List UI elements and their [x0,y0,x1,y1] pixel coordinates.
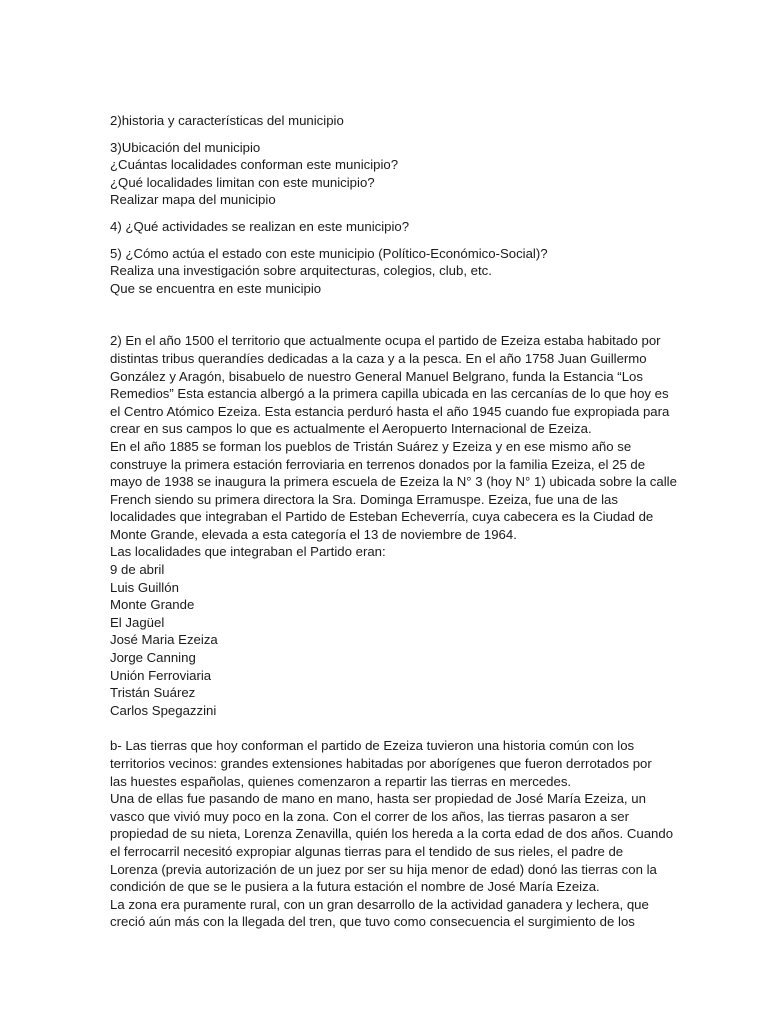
answer-b-line: propiedad de su nieta, Lorenza Zenavilla, quién los hereda a la corta edad de dos años. Cuando [110,826,674,842]
answer-2-line: Remedios” Esta estancia albergó a la primera capilla ubicada en las cercanías de lo que hoy es [110,386,669,402]
locality-item: Tristán Suárez [110,685,196,701]
locality-item: Luis Guillón [110,579,179,595]
answer-2-line: González y Aragón, bisabuelo de nuestro General Manuel Belgrano, funda la Estancia “Los [110,368,643,384]
question-2 [110,112,670,130]
answer-b [110,737,674,931]
answer-2-line: localidades que integraban el Partido de Esteban Echeverría, cuya cabecera es la Ciudad de [110,509,654,525]
question-3 [110,139,670,209]
question-3-line: ¿Cuántas localidades conforman este municipio? [110,157,399,173]
answer-2-line: En el año 1885 se forman los pueblos de Tristán Suárez y Ezeiza y en ese mismo año se [110,438,632,454]
answer-b-line: las huestes españolas, quienes comenzaron a repartir las tierras en mercedes. [110,773,572,789]
answer-2 [110,332,677,719]
locality-item: Carlos Spegazzini [110,702,217,718]
question-3-line: 3)Ubicación del municipio [110,139,261,155]
locality-item: 9 de abril [110,562,165,578]
locality-item: José Maria Ezeiza [110,632,218,648]
answer-2-line: French siendo su primera directora la Sra. Dominga Erramuspe. Ezeiza, fue una de las [110,491,618,507]
locality-item: Jorge Canning [110,650,196,666]
locality-item: Monte Grande [110,597,195,613]
answer-2-line: 2) En el año 1500 el territorio que actualmente ocupa el partido de Ezeiza estaba habitado por [110,333,661,349]
answer-2-line: crear en sus campos lo que es actualmente el Aeropuerto Internacional de Ezeiza. [110,421,592,437]
question-5 [110,245,670,298]
answer-2-line: Monte Grande, elevada a esta categoría el 13 de noviembre de 1964. [110,526,517,542]
locality-item: El Jagüel [110,614,165,630]
answer-b-line: b- Las tierras que hoy conforman el partido de Ezeiza tuvieron una historia común con los [110,738,635,754]
answer-2-line: construye la primera estación ferroviaria en terrenos donados por la familia Ezeiza, el 25 de [110,456,646,472]
answer-b-line: territorios vecinos: grandes extensiones habitadas por aborígenes que fueron derrotados por [110,756,652,771]
answer-b-line: condición de que se le pusiera a la futura estación el nombre de José María Ezeiza. [110,879,600,895]
question-3-line: Realizar mapa del municipio [110,192,276,208]
document-page [110,112,677,931]
answer-2-line: distintas tribus querandíes dedicadas a la caza y a la pesca. En el año 1758 Juan Guillermo [110,350,647,366]
question-5-line: 5) ¿Cómo actúa el estado con este municipio (Político-Económico-Social)? [110,245,548,261]
question-4 [110,218,670,236]
answer-b-line: el ferrocarril necesitó expropiar algunas tierras para el tendido de sus rieles, el padre de [110,843,624,859]
question-5-line: Que se encuentra en este municipio [110,280,322,296]
answer-2-line: el Centro Atómico Ezeiza. Esta estancia perduró hasta el año 1945 cuando fue expropiada para [110,403,670,419]
locality-item: Unión Ferroviaria [110,667,212,683]
answer-2-line: mayo de 1938 se inaugura la primera escuela de Ezeiza la N° 3 (hoy N° 1) ubicada sobre la calle [110,474,677,490]
question-2-text: 2)historia y características del municipio [110,113,344,128]
answer-b-line: Una de ellas fue pasando de mano en mano, hasta ser propiedad de José María Ezeiza, un [110,791,646,807]
answer-b-line: Lorenza (previa autorización de un juez por ser su hija menor de edad) donó las tierras con la [110,861,657,877]
answer-b-line: La zona era puramente rural, con un gran desarrollo de la actividad ganadera y lechera, que [110,896,649,912]
localities-list [110,561,670,719]
answer-2-line: Las localidades que integraban el Partido eran: [110,544,386,560]
question-3-line: ¿Qué localidades limitan con este municipio? [110,174,375,190]
answer-b-line: vasco que vivió muy poco en la zona. Con el correr de los años, las tierras pasaron a ser [110,808,629,824]
question-5-line: Realiza una investigación sobre arquitecturas, colegios, club, etc. [110,263,492,279]
question-4-text: 4) ¿Qué actividades se realizan en este municipio? [110,218,410,234]
answer-b-line: creció aún más con la llegada del tren, que tuvo como consecuencia el surgimiento de los [110,914,635,930]
